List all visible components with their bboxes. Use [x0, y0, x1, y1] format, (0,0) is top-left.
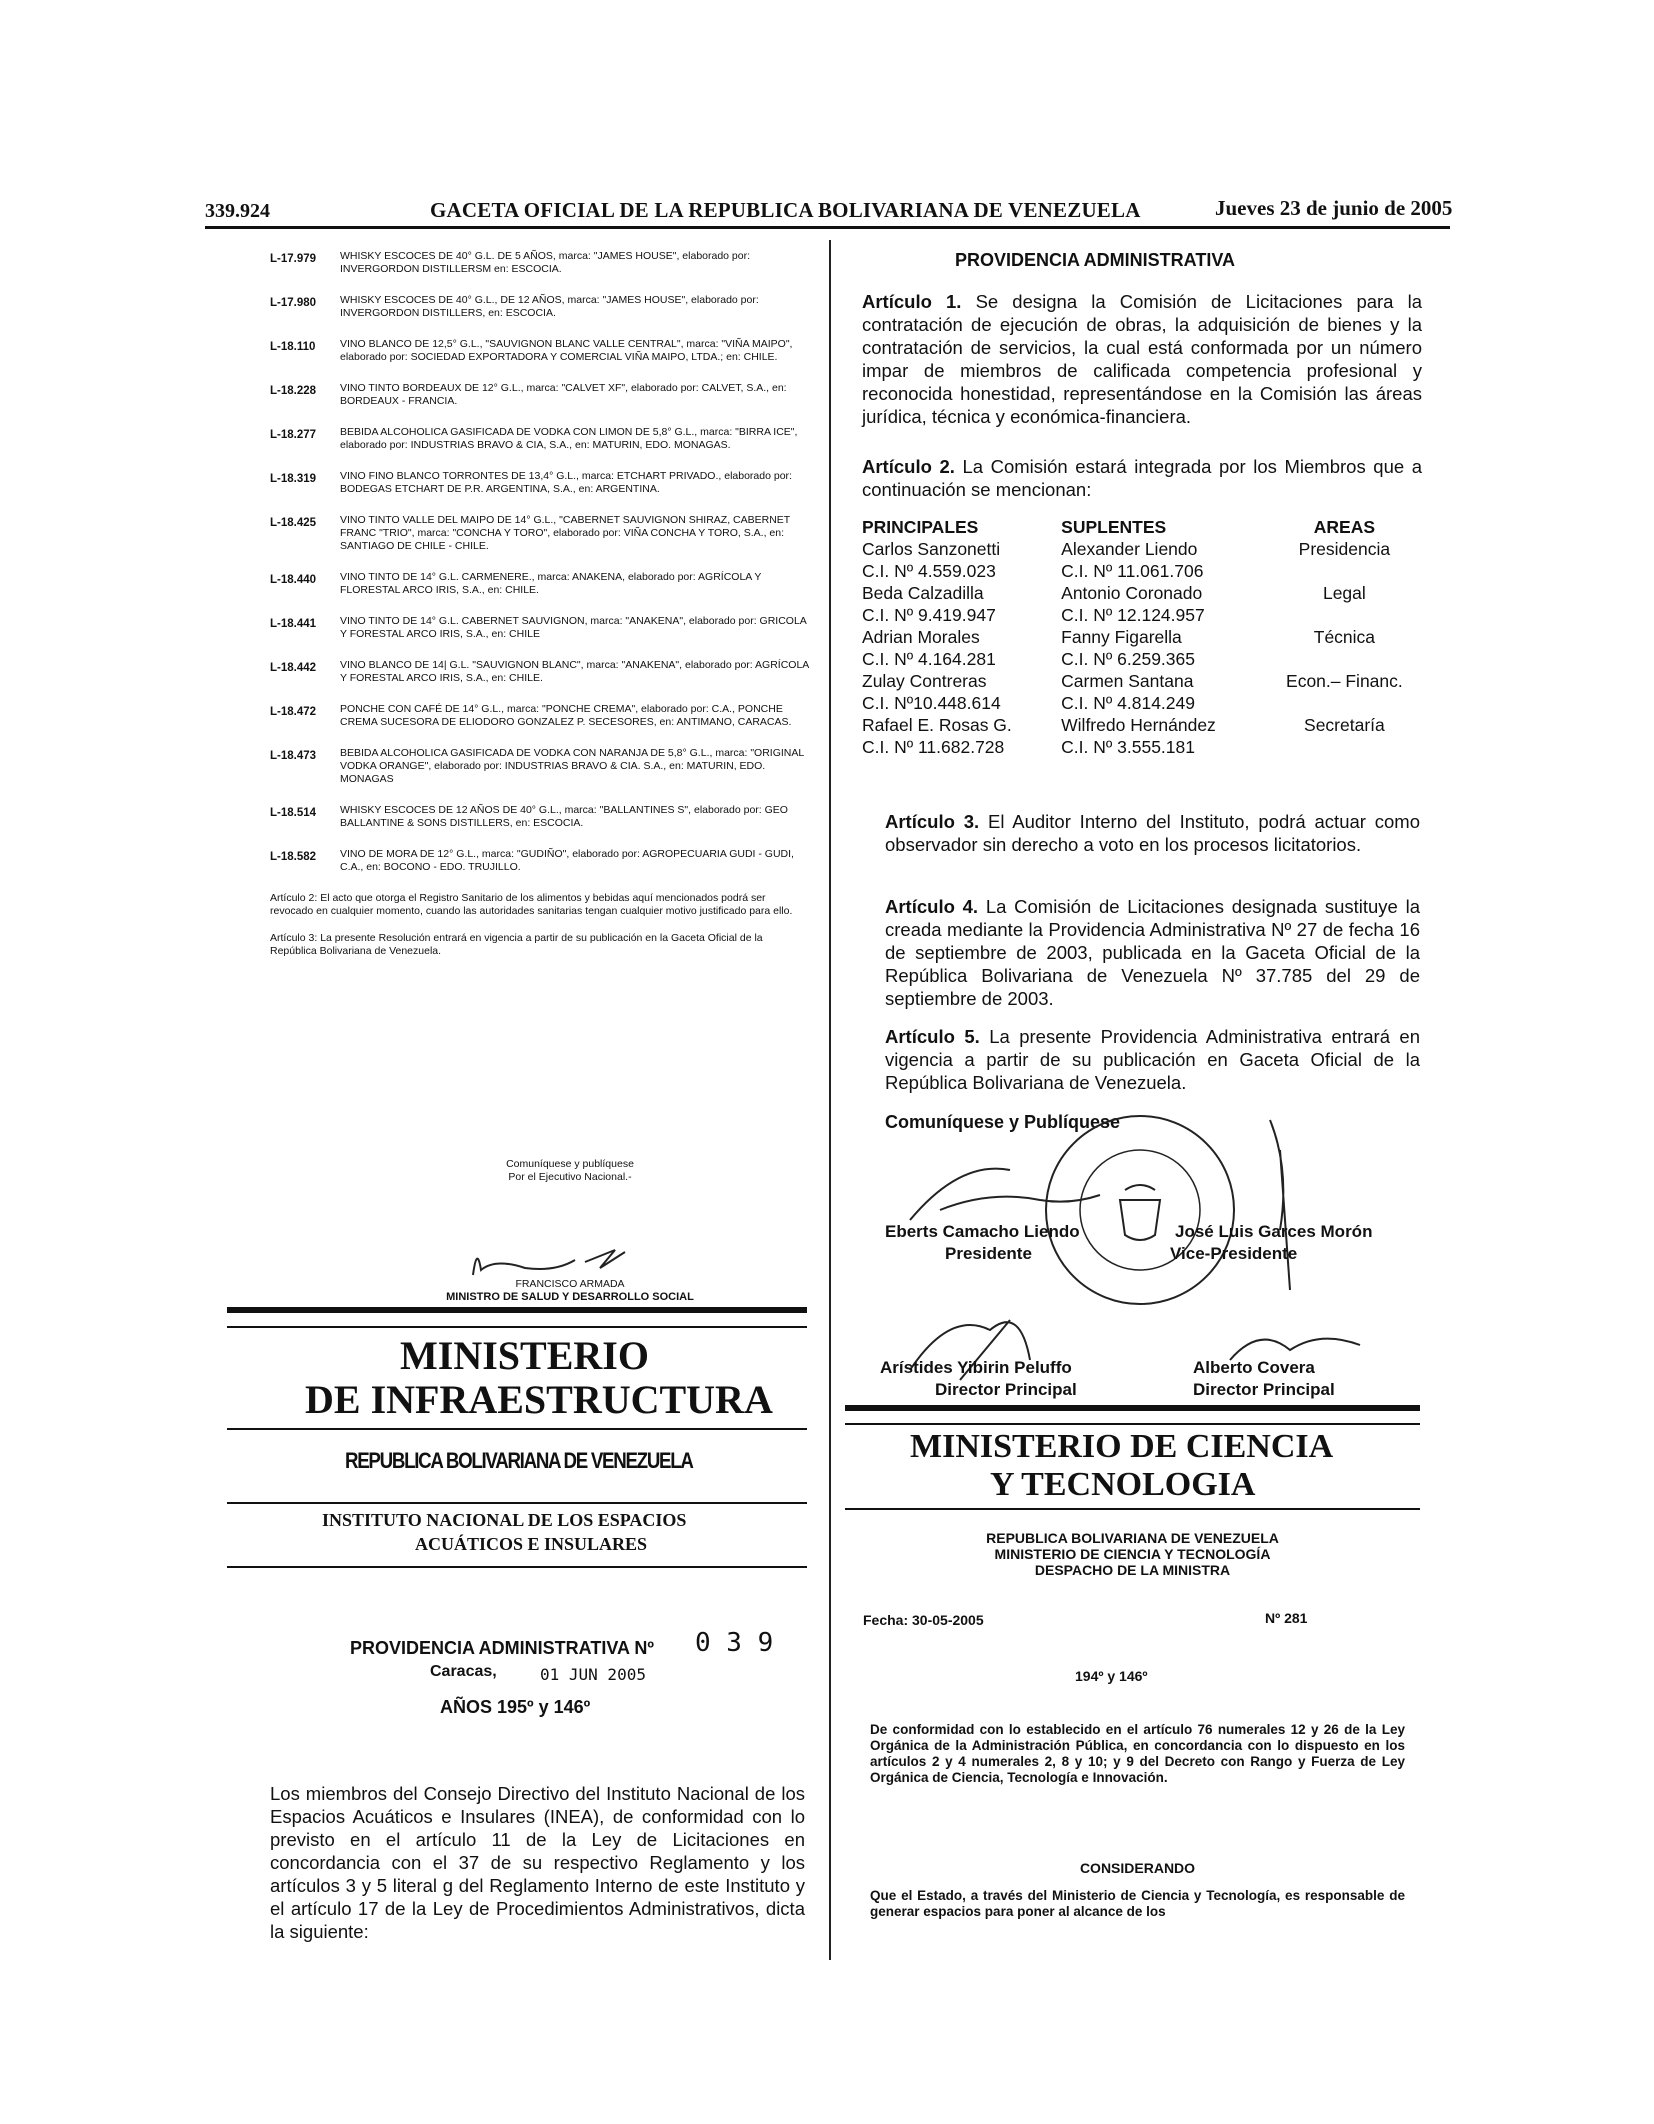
member-principal: C.I. Nº 4.559.023 [862, 561, 996, 581]
left-article-3: Artículo 3: La presente Resolución entrará en vigencia a partir de su publicación en la Gaceta Oficial de la República Bolivariana de Venezuela. [270, 932, 763, 957]
member-area [1267, 648, 1422, 670]
product-entry [270, 294, 810, 320]
product-description: VINO TINTO VALLE DEL MAIPO DE 14° G.L., "CABERNET SAUVIGNON SHIRAZ, CABERNET FRANC "TRIO", marca: "CONCHA Y TORO", elaborado por: VIÑA CONCHA Y TORO, S.A., en: SANTIAGO DE CHILE - CHILE. [340, 514, 791, 552]
member-area [1267, 560, 1422, 582]
ministry-title-line1: MINISTERIO [400, 1333, 649, 1378]
member-row [862, 670, 1422, 692]
member-principal: C.I. Nº 4.164.281 [862, 649, 996, 669]
comuniquese-line: Comuníquese y Publíquese [885, 1112, 1121, 1132]
armada-signature [465, 1240, 665, 1280]
product-entry [270, 848, 810, 874]
article-3 [885, 810, 1420, 856]
republic-title: REPUBLICA BOLIVARIANA DE VENEZUELA [345, 1448, 693, 1473]
product-entry [270, 250, 810, 276]
member-principal: C.I. Nº10.448.614 [862, 693, 1001, 713]
member-principal: Carlos Sanzonetti [862, 539, 1001, 559]
mct-rule-bottom [845, 1508, 1420, 1510]
product-code: L-18.442 [270, 662, 317, 674]
left-article-2: Artículo 2: El acto que otorga el Registro Sanitario de los alimentos y bebidas aquí mencionados podrá ser revocado en cualquier momento, cuando las autoridades sanitarias tengan cualquier motivo justificado para ello. [270, 892, 793, 917]
header-principales: PRINCIPALES [862, 517, 979, 537]
product-entry [270, 514, 810, 553]
product-entry [270, 382, 810, 408]
mct-rule-top [845, 1405, 1420, 1411]
article-5 [885, 1025, 1420, 1094]
gazette-date: Jueves 23 de junio de 2005 [1215, 196, 1453, 220]
providencia-date-stamp: 01 JUN 2005 [540, 1665, 646, 1684]
member-row [862, 648, 1422, 670]
signature-camacho [900, 1150, 1160, 1230]
institute-rule [227, 1566, 807, 1568]
member-area: Legal [1322, 583, 1366, 603]
mct-title-line1: MINISTERIO DE CIENCIA [910, 1428, 1334, 1465]
product-code: L-18.582 [270, 851, 317, 863]
product-description: VINO FINO BLANCO TORRONTES DE 13,4° G.L., marca: ETCHART PRIVADO., elaborado por: BODEGAS ETCHART DE P.R. ARGENTINA, S.A., en: ARGENTINA. [340, 470, 792, 495]
signer-role: MINISTRO DE SALUD Y DESARROLLO SOCIAL [446, 1291, 694, 1303]
right-heading: PROVIDENCIA ADMINISTRATIVA [955, 250, 1236, 270]
product-code: L-18.110 [270, 341, 316, 353]
providencia-title: PROVIDENCIA ADMINISTRATIVA Nº [350, 1638, 654, 1658]
product-description: BEBIDA ALCOHOLICA GASIFICADA DE VODKA CON NARANJA DE 5,8° G.L., marca: "ORIGINAL VODKA ORANGE", elaborado por: INDUSTRIAS BRAVO & CIA. S.A., en: MATURIN, EDO. MONAGAS [340, 747, 804, 785]
article-5-label: Artículo 5. [885, 1026, 980, 1047]
member-area: Técnica [1313, 627, 1376, 647]
product-entry [270, 804, 810, 830]
product-description: PONCHE CON CAFÉ DE 14° G.L., marca: "PONCHE CREMA", elaborado por: C.A., PONCHE CREMA SUCESORA DE ELIODORO GONZALEZ P. SECESORES, en: ANTIMANO, CARACAS. [340, 703, 792, 728]
member-suplente: Antonio Coronado [1061, 583, 1203, 603]
product-description: VINO DE MORA DE 12° G.L., marca: "GUDIÑO", elaborado por: AGROPECUARIA GUDI - GUDI, C.A., en: BOCONO - EDO. TRUJILLO. [340, 848, 794, 873]
member-area: Econ.– Financ. [1286, 671, 1403, 691]
member-area: Secretaría [1304, 715, 1385, 735]
article-3-label: Artículo 3. [885, 811, 980, 832]
product-code: L-17.980 [270, 297, 317, 309]
mct-heading-line3: DESPACHO DE LA MINISTRA [1034, 1562, 1231, 1578]
mct-considerando: CONSIDERANDO [1079, 1860, 1196, 1876]
mct-heading-line2: MINISTERIO DE CIENCIA Y TECNOLOGÍA [994, 1546, 1271, 1562]
mct-rule-top-thin [845, 1423, 1420, 1425]
member-principal: Rafael E. Rosas G. [862, 715, 1012, 735]
intro-paragraph: Los miembros del Consejo Directivo del Instituto Nacional de los Espacios Acuáticos e Insulares (INEA), de conformidad con lo previsto en el artículo 11 de la Ley de Licitaciones en concordancia con el 37 de su respectivo Reglamento y los artículos 3 y 5 literal g del Reglamento Interno de este Instituto y el artículo 17 de la Ley de Procedimientos Administrativos, dicta la siguiente: [270, 1783, 805, 1942]
product-code: L-18.473 [270, 750, 317, 762]
product-entry [270, 426, 810, 452]
product-entry [270, 470, 810, 496]
product-code: L-17.979 [270, 253, 317, 265]
signer-3-role: Director Principal [935, 1380, 1077, 1399]
product-entry [270, 747, 810, 786]
member-row [862, 538, 1422, 560]
article-4-label: Artículo 4. [885, 896, 979, 917]
product-description: VINO BLANCO DE 14| G.L. "SAUVIGNON BLANC", marca: "ANAKENA", elaborado por: AGRÍCOLA Y FORESTAL ARCO IRIS, S.A., en: CHILE. [340, 659, 809, 684]
member-row [862, 582, 1422, 604]
product-description: BEBIDA ALCOHOLICA GASIFICADA DE VODKA CON LIMON DE 5,8° G.L., marca: "BIRRA ICE", elaborado por: INDUSTRIAS BRAVO & CIA, S.A., en: MATURIN, EDO. MONAGAS. [340, 426, 798, 451]
product-description: VINO TINTO DE 14° G.L. CABERNET SAUVIGNON, marca: "ANAKENA", elaborado por: GRICOLA Y FORESTAL ARCO IRIS, S.A., en: CHILE [340, 615, 807, 640]
ministry-rule-bottom [227, 1428, 807, 1430]
ministry-title-line2: DE INFRAESTRUCTURA [305, 1377, 773, 1422]
member-suplente: Fanny Figarella [1061, 627, 1182, 647]
signer-name: FRANCISCO ARMADA [515, 1278, 625, 1290]
providencia-city: Caracas, [430, 1663, 497, 1680]
mct-numero: Nº 281 [1265, 1610, 1308, 1626]
signature-garces [1250, 1110, 1330, 1310]
closing-line-1: Comuníquese y publíquese [506, 1158, 634, 1170]
product-description: VINO TINTO DE 14° G.L. CARMENERE., marca: ANAKENA, elaborado por: AGRÍCOLA Y FLORESTAL ARCO IRIS, S.A., en: CHILE. [340, 571, 762, 596]
mct-considerando-text: Que el Estado, a través del Ministerio de Ciencia y Tecnología, es responsable de generar espacios para poner al alcance de los [870, 1888, 1405, 1919]
mct-fecha: Fecha: 30-05-2005 [863, 1612, 984, 1628]
product-code: L-18.440 [270, 574, 317, 586]
product-code: L-18.425 [270, 517, 317, 529]
member-suplente: C.I. Nº 6.259.365 [1061, 649, 1195, 669]
member-suplente: C.I. Nº 3.555.181 [1061, 737, 1195, 757]
member-principal: C.I. Nº 9.419.947 [862, 605, 996, 625]
product-entry [270, 615, 810, 641]
member-suplente: Carmen Santana [1061, 671, 1194, 691]
member-area: Presidencia [1298, 539, 1391, 559]
member-row [862, 626, 1422, 648]
institute-line2: ACUÁTICOS E INSULARES [415, 1534, 648, 1554]
article-4-text: La Comisión de Licitaciones designada sustituye la creada mediante la Providencia Administrativa Nº 27 de fecha 16 de septiembre de 2003, publicada en la Gaceta Oficial de la República Bolivariana de Venezuela Nº 37.785 del 29 de septiembre de 2003. [885, 896, 1420, 1009]
product-entry [270, 703, 810, 729]
product-entry [270, 659, 810, 685]
product-code: L-18.228 [270, 385, 317, 397]
product-code: L-18.319 [270, 473, 317, 485]
product-code: L-18.277 [270, 429, 317, 441]
signer-1-name: Eberts Camacho Liendo [885, 1222, 1080, 1241]
article-2 [862, 455, 1422, 501]
republic-rule [227, 1502, 807, 1504]
member-area [1267, 736, 1422, 758]
header-suplentes: SUPLENTES [1061, 517, 1167, 537]
signer-4-name: Alberto Covera [1193, 1358, 1315, 1377]
signer-1-role: Presidente [945, 1244, 1032, 1263]
member-row [862, 714, 1422, 736]
mct-title-line2: Y TECNOLOGIA [990, 1466, 1256, 1503]
providencia-number: 0 3 9 [695, 1628, 774, 1658]
article-2-label: Artículo 2. [862, 456, 955, 477]
ministry-rule-top [227, 1307, 807, 1313]
product-code: L-18.441 [270, 618, 317, 630]
member-row [862, 560, 1422, 582]
closing-block [440, 1158, 700, 1184]
column-divider [829, 240, 831, 1960]
member-suplente: Wilfredo Hernández [1061, 715, 1216, 735]
product-entry [270, 571, 810, 597]
product-description: VINO BLANCO DE 12,5° G.L., "SAUVIGNON BLANC VALLE CENTRAL", marca: "VIÑA MAIPO", elaborado por: SOCIEDAD EXPORTADORA Y COMERCIAL VIÑA MAIPO, LTDA.; en: CHILE. [340, 338, 793, 363]
product-description: VINO TINTO BORDEAUX DE 12° G.L., marca: "CALVET XF", elaborado por: CALVET, S.A., en: BORDEAUX - FRANCIA. [340, 382, 787, 407]
member-area [1267, 692, 1422, 714]
signer-3-name: Arístides Yibirin Peluffo [880, 1358, 1072, 1377]
article-1-label: Artículo 1. [862, 291, 962, 312]
signer-2-role: Vice-Presidente [1170, 1244, 1298, 1263]
page-number: 339.924 [205, 200, 270, 222]
article-3-text: El Auditor Interno del Instituto, podrá actuar como observador sin derecho a voto en los procesos licitatorios. [885, 811, 1420, 855]
member-principal: Zulay Contreras [862, 671, 987, 691]
signer-4-role: Director Principal [1193, 1380, 1335, 1399]
header-areas: AREAS [1313, 517, 1376, 537]
institute-line1: INSTITUTO NACIONAL DE LOS ESPACIOS [322, 1510, 687, 1530]
mct-heading-line1: REPUBLICA BOLIVARIANA DE VENEZUELA [986, 1530, 1279, 1546]
product-entry [270, 338, 810, 364]
member-principal: C.I. Nº 11.682.728 [862, 737, 1005, 757]
article-5-text: La presente Providencia Administrativa entrará en vigencia a partir de su publicación en Gaceta Oficial de la República Bolivariana de Venezuela. [885, 1026, 1420, 1093]
member-row [862, 736, 1422, 758]
product-description: WHISKY ESCOCES DE 40° G.L., DE 12 AÑOS, marca: "JAMES HOUSE", elaborado por: INVERGORDON DISTILLERS, en: ESCOCIA. [340, 294, 759, 319]
providencia-years: AÑOS 195º y 146º [440, 1697, 591, 1717]
member-principal: Beda Calzadilla [862, 583, 984, 603]
member-suplente: C.I. Nº 12.124.957 [1061, 605, 1205, 625]
signer-2-name: José Luis Garces Morón [1175, 1222, 1373, 1241]
member-row [862, 692, 1422, 714]
product-list [270, 250, 810, 972]
article-1-text: Se designa la Comisión de Licitaciones para la contratación de ejecución de obras, la adquisición de bienes y la contratación de servicios, la cual está conformada por un número impar de miembros de calificada competencia profesional y reconocida honestidad, representándose en la Comisión las áreas jurídica, técnica y económica-financiera. [862, 291, 1422, 427]
article-2-text: La Comisión estará integrada por los Miembros que a continuación se mencionan: [862, 456, 1422, 500]
member-area [1267, 604, 1422, 626]
gazette-title: GACETA OFICIAL DE LA REPUBLICA BOLIVARIANA DE VENEZUELA [430, 198, 1141, 222]
member-principal: Adrian Morales [862, 627, 980, 647]
mct-body: De conformidad con lo establecido en el artículo 76 numerales 12 y 26 de la Ley Orgánica de la Administración Pública, en concordancia con lo dispuesto en los artículos 2 y 4 numerales 2, 8 y 10; y 9 del Decreto con Rango y Fuerza de Ley Orgánica de Ciencia, Tecnología e Innovación. [870, 1722, 1405, 1785]
mct-years: 194º y 146º [1075, 1668, 1148, 1684]
product-description: WHISKY ESCOCES DE 40° G.L. DE 5 AÑOS, marca: "JAMES HOUSE", elaborado por: INVERGORDON DISTILLERSM en: ESCOCIA. [340, 250, 751, 275]
header-rule [205, 226, 1450, 229]
member-suplente: Alexander Liendo [1061, 539, 1198, 559]
ministry-rule-top-thin [227, 1326, 807, 1328]
article-1 [862, 290, 1422, 428]
members-table [862, 516, 1422, 758]
closing-line-2: Por el Ejecutivo Nacional.- [508, 1171, 632, 1183]
mct-heading [845, 1530, 1420, 1578]
product-description: WHISKY ESCOCES DE 12 AÑOS DE 40° G.L., marca: "BALLANTINES S", elaborado por: GEO BALLANTINE & SONS DISTILLERS, en: ESCOCIA. [340, 804, 788, 829]
member-suplente: C.I. Nº 4.814.249 [1061, 693, 1195, 713]
article-4 [885, 895, 1420, 1010]
member-row [862, 604, 1422, 626]
product-code: L-18.514 [270, 807, 317, 819]
member-suplente: C.I. Nº 11.061.706 [1061, 561, 1204, 581]
product-code: L-18.472 [270, 706, 317, 718]
